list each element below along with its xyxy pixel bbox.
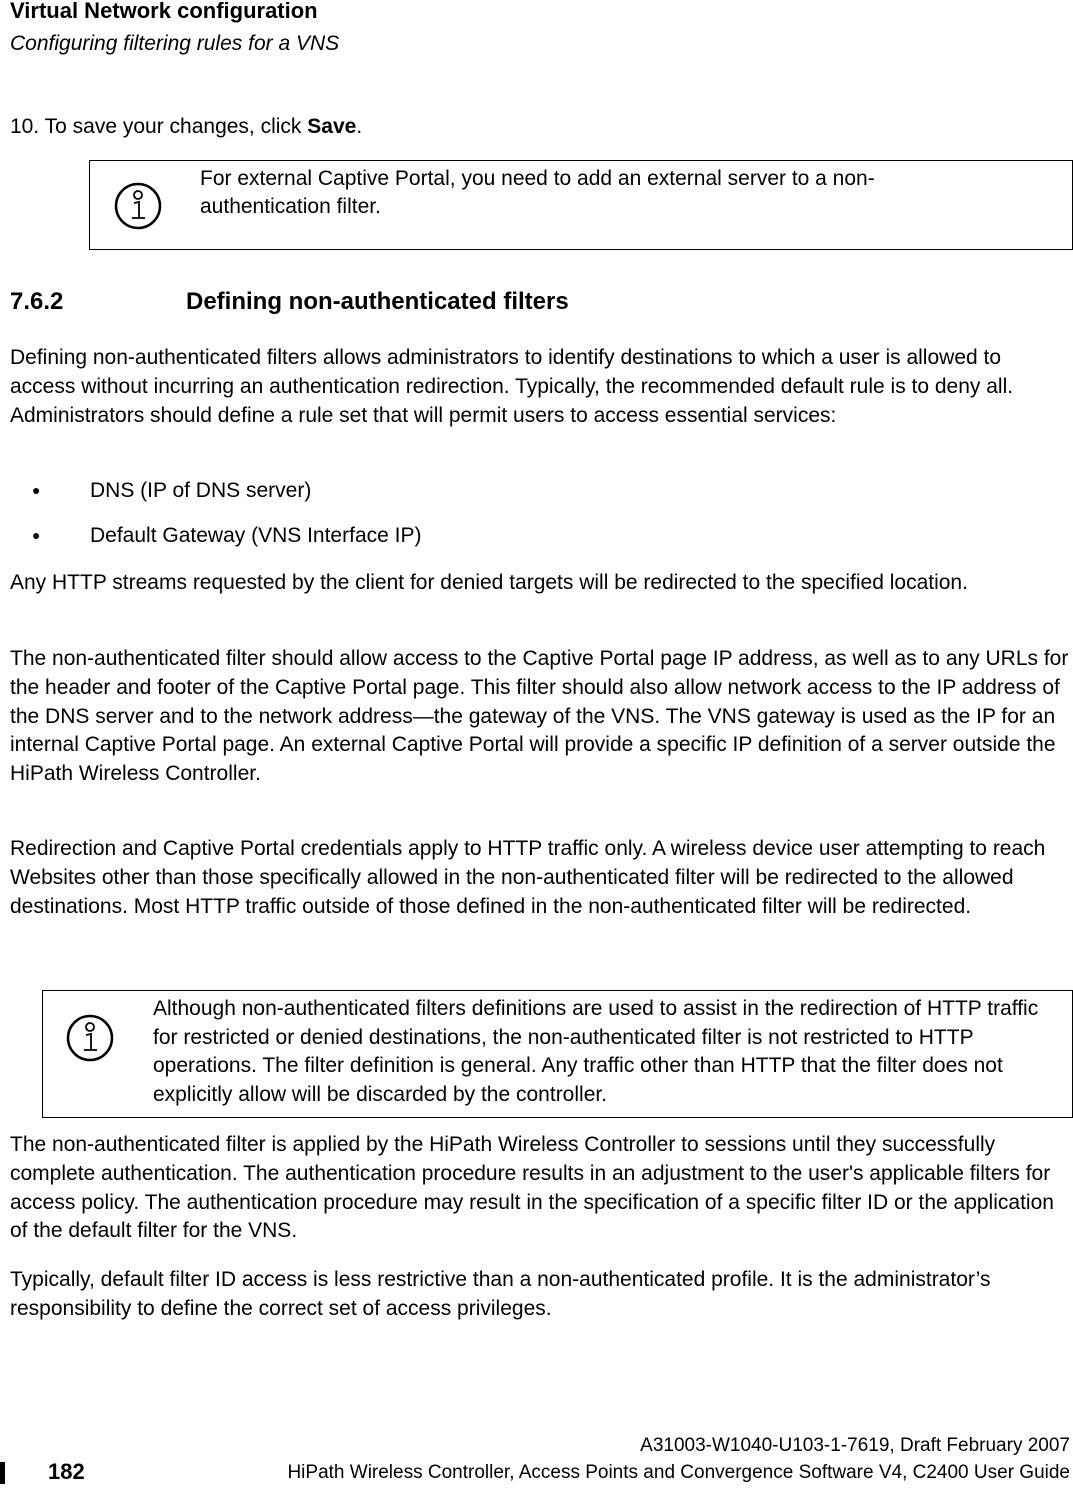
paragraph-captive-portal-access: The non-authenticated filter should allow access to the Captive Portal page IP address, as well as to any URLs for the header and footer of the Captive Portal page. This filter should also allow network access to the IP address of the DNS server and to the network address—the gateway of the VNS. The VNS gateway is used as the IP for an internal Captive Portal page. An external Captive Portal will provide a specific IP definition of a server outside the HiPath Wireless Controller. <box>10 647 1069 786</box>
running-header-title: Virtual Network configuration <box>10 0 318 23</box>
section-title: Defining non-authenticated filters <box>186 288 569 315</box>
note-text: For external Captive Portal, you need to add an external server to a non-authentication filter. <box>200 167 875 218</box>
info-icon <box>65 1013 115 1063</box>
bullet-text: DNS (IP of DNS server) <box>90 479 312 502</box>
bullet-text: Default Gateway (VNS Interface IP) <box>90 524 422 547</box>
step-10-suffix: . <box>356 115 363 138</box>
note-box-non-auth-filter <box>42 990 1073 1118</box>
footer-doc-id: A31003-W1040-U103-1-7619, Draft February 2007 <box>640 1435 1070 1456</box>
step-10 <box>10 115 362 139</box>
change-bar <box>0 1462 5 1484</box>
note-box-captive-portal <box>89 160 1073 250</box>
section-number: 7.6.2 <box>10 288 64 315</box>
list-item <box>10 479 311 503</box>
bullet-glyph: ● <box>32 527 41 543</box>
step-10-prefix: 10. To save your changes, click <box>10 115 308 138</box>
paragraph-applied-by-controller: The non-authenticated filter is applied by the HiPath Wireless Controller to sessions until they successfully complete authentication. The authentication procedure results in an adjustment to the user's applicable filters for access policy. The authentication procedure may result in the specification of a specific filter ID or the application of the default filter for the VNS. <box>10 1133 1054 1243</box>
paragraph-default-filter: Typically, default filter ID access is less restrictive than a non-authenticated profile. It is the administrator’s responsibility to define the correct set of access privileges. <box>10 1268 991 1320</box>
paragraph-intro: Defining non-authenticated filters allows administrators to identify destinations to which a user is allowed to access without incurring an authentication redirection. Typically, the recommended default rule is to deny all. Administrators should define a rule set that will permit users to access essential services: <box>10 346 1014 427</box>
list-item <box>10 524 421 548</box>
page-number: 182 <box>48 1459 85 1484</box>
bullet-glyph: ● <box>32 482 41 498</box>
note-text: Although non-authenticated filters definitions are used to assist in the redirection of HTTP traffic for restricted or denied destinations, the non-authenticated filter is not restricted to HTTP operations. The filter definition is general. Any traffic other than HTTP that the filter does not explicitly allow will be discarded by the controller. <box>153 997 1039 1106</box>
save-keyword: Save <box>307 115 357 138</box>
section-heading <box>10 288 569 316</box>
info-icon <box>113 181 163 231</box>
paragraph-http-streams: Any HTTP streams requested by the client for denied targets will be redirected to the specified location. <box>10 571 968 594</box>
paragraph-redirection: Redirection and Captive Portal credentials apply to HTTP traffic only. A wireless device user attempting to reach Websites other than those specifically allowed in the non-authenticated filter will be redirected to the allowed destinations. Most HTTP traffic outside of those defined in the non-authenticated filter will be redirected. <box>10 837 1046 918</box>
footer-guide-title: HiPath Wireless Controller, Access Points and Convergence Software V4, C2400 User Guide <box>287 1462 1070 1483</box>
running-header-subtitle: Configuring filtering rules for a VNS <box>10 32 340 55</box>
